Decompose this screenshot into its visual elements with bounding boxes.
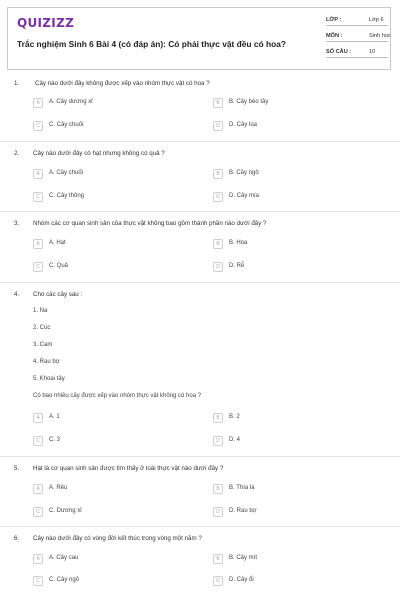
option-d[interactable] [213,191,371,205]
option-c[interactable] [33,506,191,520]
option-b[interactable] [213,97,371,111]
option-c[interactable] [33,575,191,589]
option-label: A. Cây chuối [49,170,84,176]
question-text: Cây nào dưới đây có vòng đời kết thúc trong vòng một năm ? [33,535,202,542]
option-label: B. Cây bèo tây [229,99,269,105]
option-label: B. Hoa [229,240,248,246]
question-divider [0,456,400,457]
option-key-box: D [213,192,223,202]
option-b[interactable] [213,553,371,567]
option-label: D. Rễ [229,263,245,269]
list-item: 2. Cúc [33,325,51,331]
option-d[interactable] [213,261,371,275]
subject-label: MÔN : [326,33,343,39]
option-c[interactable] [33,261,191,275]
option-label: B. 2 [229,414,240,420]
question-number: 5. [14,465,20,472]
option-key-box: D [213,436,223,446]
option-key-box: D [213,507,223,517]
list-item: 5. Khoai tây [33,376,65,382]
quizizz-logo: QUIZIZZ [17,16,75,30]
option-label: C. Cây thông [49,193,85,199]
option-label: C. Cây chuối [49,122,84,128]
option-key-box: C [33,507,43,517]
option-key-box: C [33,262,43,272]
option-label: C. Dương xỉ [49,508,82,514]
option-key-box: A [33,98,43,108]
question-text: Cây nào dưới đây có hạt nhưng không có quả ? [33,150,165,157]
option-b[interactable] [213,168,371,182]
option-key-box: B [213,169,223,179]
option-label: B. Cây mít [229,555,258,561]
question-divider [0,282,400,283]
option-d[interactable] [213,435,371,449]
option-label: B. Thìa là [229,485,255,491]
option-key-box: D [213,262,223,272]
option-label: C. 3 [49,437,61,443]
option-d[interactable] [213,575,371,589]
question-number: 1. [14,80,20,87]
option-label: C. Cây ngô [49,577,80,583]
option-key-box: A [33,169,43,179]
list-item: 4. Rau bợ [33,359,60,365]
list-item: 1. Na [33,308,48,314]
option-key-box: C [33,436,43,446]
question-divider [0,526,400,527]
grade-value: Lớp 6 [369,17,384,23]
option-key-box: C [33,576,43,586]
option-c[interactable] [33,191,191,205]
option-a[interactable] [33,553,191,567]
option-key-box: A [33,554,43,564]
option-label: D. Cây ổi [229,577,254,583]
option-key-box: D [213,576,223,586]
question-count-underline [326,57,388,58]
question-number: 3. [14,220,20,227]
subject-underline [326,41,388,42]
option-label: D. Rau bợ [229,508,257,514]
question-divider [0,141,400,142]
option-key-box: A [33,413,43,423]
question-number: 6. [14,535,20,542]
option-label: A. Rêu [49,485,68,491]
grade-label: LỚP : [326,17,342,23]
option-a[interactable] [33,97,191,111]
option-key-box: B [213,98,223,108]
option-label: A. Cây cau [49,555,79,561]
question-subtext: Có bao nhiêu cây được xếp vào nhóm thực vật không có hoa ? [33,393,202,399]
option-c[interactable] [33,435,191,449]
question-text: Hạt là cơ quan sinh sản được tìm thấy ở loài thực vật nào dưới đây ? [33,465,224,472]
option-b[interactable] [213,238,371,252]
option-label: D. Cây mía [229,193,260,199]
list-item: 3. Cam [33,342,53,348]
option-key-box: B [213,484,223,494]
option-c[interactable] [33,120,191,134]
option-label: D. Cây lúa [229,122,258,128]
worksheet-header [7,7,391,70]
option-key-box: C [33,121,43,131]
option-key-box: A [33,484,43,494]
question-number: 2. [14,150,20,157]
option-b[interactable] [213,412,371,426]
option-key-box: B [213,554,223,564]
option-key-box: A [33,239,43,249]
option-a[interactable] [33,412,191,426]
option-b[interactable] [213,483,371,497]
option-label: B. Cây ngô [229,170,259,176]
question-count-label: SỐ CÂU : [326,49,352,55]
option-key-box: D [213,121,223,131]
subject-value: Sinh học [369,33,391,39]
option-key-box: B [213,413,223,423]
option-label: A. Hạt [49,240,66,246]
worksheet-title: Trắc nghiệm Sinh 6 Bài 4 (có đáp án): Có phải thực vật đều có hoa? [17,39,286,49]
question-divider [0,211,400,212]
option-label: D. 4 [229,437,241,443]
question-number: 4. [14,291,20,298]
option-label: A. Cây dương xỉ [49,99,93,105]
option-a[interactable] [33,483,191,497]
option-d[interactable] [213,506,371,520]
option-key-box: C [33,192,43,202]
option-key-box: B [213,239,223,249]
option-d[interactable] [213,120,371,134]
question-text: Cho các cây sau : [33,291,83,298]
grade-underline [326,25,388,26]
option-a[interactable] [33,168,191,182]
question-count-value: 10 [369,49,376,55]
option-label: C. Quả [49,263,69,269]
question-text: Nhóm các cơ quan sinh sản của thực vật không bao gồm thành phần nào dưới đây ? [33,220,267,227]
option-label: A. 1 [49,414,60,420]
option-a[interactable] [33,238,191,252]
question-text: Cây nào dưới đây không được xếp vào nhóm thực vật có hoa ? [35,80,210,87]
